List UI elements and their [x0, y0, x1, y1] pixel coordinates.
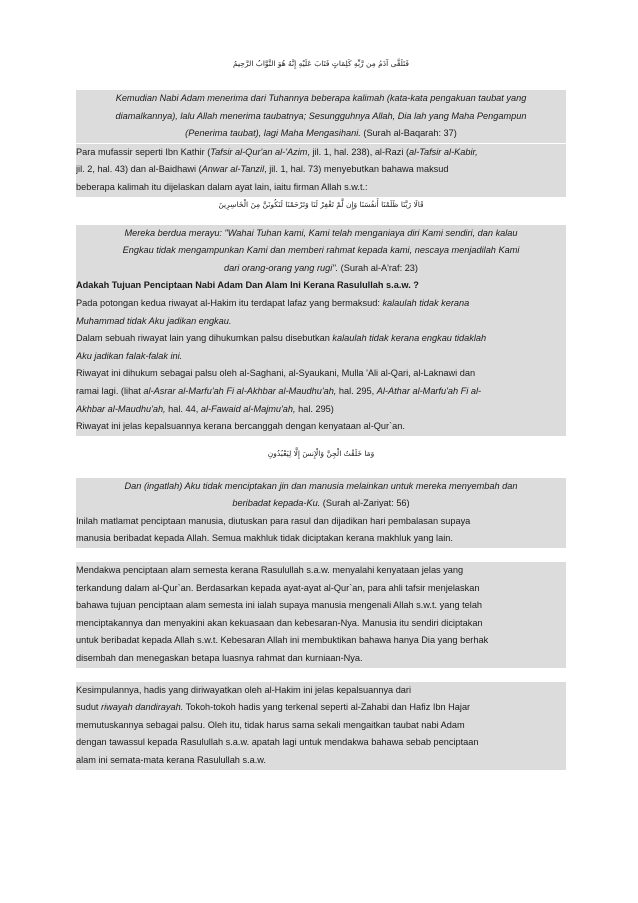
arabic-verse-baqarah: فَتَلَقَّى آدَمُ مِن رَّبِّهِ كَلِمَاتٍ فَتَابَ عَلَيْهِ إِنَّهُ هُوَ التَّوَّابُ الرَّحِيمُ [233, 59, 409, 68]
text-line: sudut riwayah dandirayah. Tokoh-tokoh hadis yang terkenal seperti al-Zahabi dan Hafiz Ibn Hajar [76, 702, 471, 713]
text-line: Akhbar al-Maudhu'ah, hal. 44, al-Fawaid al-Majmu'ah, hal. 295) [76, 403, 334, 414]
spacer [76, 668, 566, 682]
text-line: Para mufassir seperti Ibn Kathir (Tafsir al-Qur'an al-'Azim, jil. 1, hal. 238), al-Razi (al-Tafsir al-Kabir, [76, 146, 478, 157]
text-line: beberapa kalimah itu dijelaskan dalam ayat lain, iaitu firman Allah s.w.t.: [76, 181, 368, 192]
text-line: bahawa tujuan penciptaan alam semesta ini ialah supaya manusia mengenali Allah s.w.t. yang telah [76, 600, 483, 611]
translation-line: Dan (ingatlah) Aku tidak menciptakan jin dan manusia melainkan untuk mereka menyembah dan [124, 480, 518, 491]
text-line: menciptakannya dan menyakini akan kekuasaan dan kebesaran-Nya. Manusia itu sendiri diciptakan [76, 617, 483, 628]
text-line: ramai lagi. (lihat al-Asrar al-Marfu'ah Fi al-Akhbar al-Maudhu'ah, hal. 295, Al-Athar al-Marfu'ah Fi al- [76, 385, 482, 396]
text-line: untuk beribadat kepada Allah s.w.t. Kebesaran Allah ini membuktikan bahawa hanya Dia yang berhak [76, 635, 489, 646]
text-line: memutuskannya sebagai palsu. Oleh itu, tidak harus sama sekali mengaitkan taubat nabi Adam [76, 719, 465, 730]
text-line: Dalam sebuah riwayat lain yang dihukumkan palsu disebutkan kalaulah tidak kerana engkau tidaklah [76, 333, 487, 344]
translation-line: diamalkannya), lalu Allah menerima taubatnya; Sesungguhnya Allah, Dia lah yang Maha Pengampun [115, 110, 527, 121]
arabic-verse-zariyat: وَمَا خَلَقْتُ الْجِنَّ وَالْإِنسَ إِلَّا لِيَعْبُدُونِ [267, 448, 375, 458]
translation-baqarah [76, 90, 566, 144]
text-line: manusia beribadat kepada Allah. Semua makhluk tidak diciptakan kerana makhluk yang lain. [76, 533, 453, 544]
translation-araf [76, 225, 566, 278]
text-line: jil. 2, hal. 43) dan al-Baidhawi (Anwar al-Tanzil, jil. 1, hal. 73) menyebutkan bahawa maksud [76, 164, 449, 175]
text-line: terkandung dalam al-Qur`an. Berdasarkan kepada ayat-ayat al-Qur`an, para ahli tafsir menjelaskan [76, 582, 480, 593]
text-line: alam ini semata-mata kerana Rasulullah s.a.w. [76, 755, 266, 765]
text-line: dengan tawassul kepada Rasulullah s.a.w. apatah lagi untuk mendakwa bahawa sebab penciptaan [76, 737, 479, 748]
paragraph-kesimpulan [76, 682, 566, 770]
spacer [76, 548, 566, 562]
translation-line: dari orang-orang yang rugi". (Surah al-A'raf: 23) [224, 262, 418, 273]
translation-line: Kemudian Nabi Adam menerima dari Tuhannya beberapa kalimah (kata-kata pengakuan taubat yang [115, 93, 527, 103]
text-line: Inilah matlamat penciptaan manusia, diutuskan para rasul dan dijadikan hari pembalasan supaya [76, 515, 471, 526]
text-line: Kesimpulannya, hadis yang diriwayatkan oleh al-Hakim ini jelas kepalsuannya dari [76, 684, 412, 695]
text-line: disembah dan menegaskan betapa luasnya rahmat dan kurniaan-Nya. [76, 653, 363, 664]
translation-zariyat [76, 478, 566, 548]
section-heading-block [76, 277, 566, 435]
section-heading: Adakah Tujuan Penciptaan Nabi Adam Dan Alam Ini Kerana Rasulullah s.a.w. ? [76, 280, 419, 291]
paragraph-penciptaan [76, 562, 566, 668]
text-line: Mendakwa penciptaan alam semesta kerana Rasulullah s.a.w. menyalahi kenyataan jelas yang [76, 565, 464, 576]
text-line: Riwayat ini dihukum sebagai palsu oleh al-Saghani, al-Syaukani, Mulla 'Ali al-Qari, al-Laknawi dan [76, 368, 476, 379]
translation-line: Mereka berdua merayu: "Wahai Tuhan kami, Kami telah menganiaya diri Kami sendiri, dan kalau [124, 227, 518, 238]
translation-line: beribadat kepada-Ku. (Surah al-Zariyat: 56) [232, 498, 410, 509]
arabic-verse-araf: قَالَا رَبَّنَا ظَلَمْنَا أَنفُسَنَا وَإِن لَّمْ تَغْفِرْ لَنَا وَتَرْحَمْنَا لَنَكُونَنَّ مِنَ الْخَاسِرِينَ [218, 199, 424, 209]
translation-line: (Penerima taubat), lagi Maha Mengasihani. (Surah al-Baqarah: 37) [76, 125, 566, 144]
paragraph-mufassir [76, 144, 566, 197]
text-line: Aku jadikan falak-falak ini. [76, 350, 183, 361]
text-line: Riwayat ini jelas kepalsuannya kerana bercanggah dengan kenyataan al-Qur`an. [76, 421, 405, 432]
text-line: Pada potongan kedua riwayat al-Hakim itu terdapat lafaz yang bermaksud: kalaulah tidak kerana [76, 297, 470, 308]
spacer [76, 460, 566, 472]
translation-line: Engkau tidak mengampunkan Kami dan memberi rahmat kepada kami, nescaya menjadilah Kami [122, 245, 520, 256]
spacer [76, 211, 566, 223]
text-line: Muhammad tidak Aku jadikan engkau. [76, 315, 232, 326]
document-page [76, 58, 566, 770]
spacer [76, 70, 566, 82]
